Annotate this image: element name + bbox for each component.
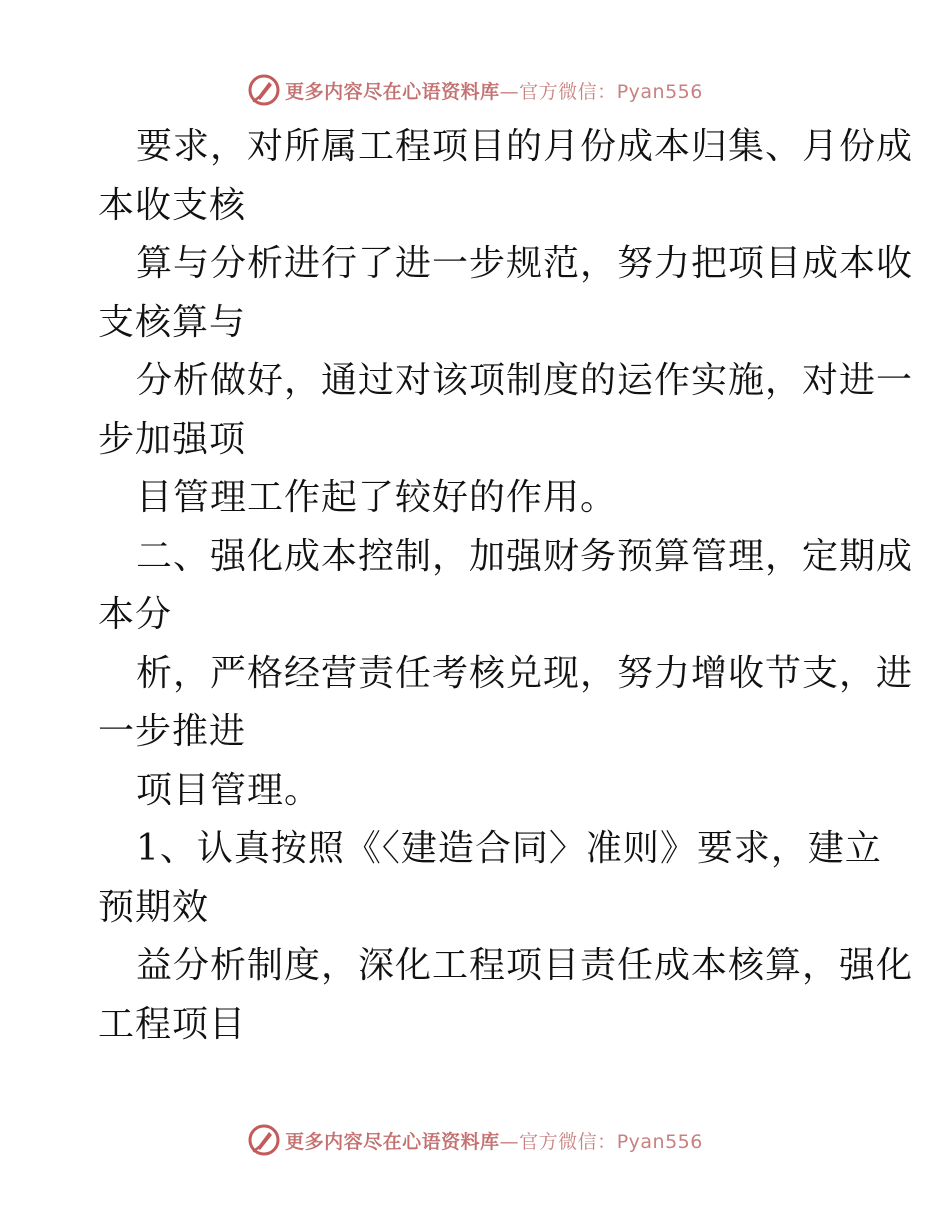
body-line: 本收支核 <box>98 184 247 226</box>
watermark-text <box>285 1127 703 1154</box>
body-line: 步加强项 <box>98 418 247 460</box>
body-line: 支核算与 <box>98 301 247 343</box>
body-line: 益分析制度，深化工程项目责任成本核算，强化 <box>136 945 914 986</box>
body-line: 二、强化成本控制，加强财务预算管理，定期成 <box>136 535 914 577</box>
body-line: 要求，对所属工程项目的月份成本归集、月份成 <box>136 126 914 167</box>
body-line: 目管理工作起了较好的作用。 <box>136 477 618 518</box>
body-line: 算与分析进行了进一步规范，努力把项目成本收 <box>136 243 914 284</box>
watermark-site: 更多内容尽在心语资料库 <box>285 80 500 103</box>
body-line: 预期效 <box>98 886 210 928</box>
body-line: 1、认真按照《〈建造合同〉准则》要求，建立 <box>136 828 882 869</box>
watermark-text <box>285 77 703 104</box>
watermark-label: 官方微信： <box>519 80 617 103</box>
body-line: 工程项目 <box>98 1003 247 1045</box>
body-line: 分析做好，通过对该项制度的运作实施，对进一 <box>136 360 914 401</box>
quill-logo-icon <box>247 1123 281 1157</box>
header-watermark <box>0 70 950 110</box>
body-line: 项目管理。 <box>136 769 322 811</box>
watermark-dash: — <box>499 80 520 103</box>
quill-logo-icon <box>247 73 281 107</box>
body-line: 析，严格经营责任考核兑现，努力增收节支，进 <box>136 652 914 694</box>
watermark-dash: — <box>499 1130 520 1153</box>
watermark-handle: Pyan556 <box>616 80 703 103</box>
footer-watermark <box>0 1120 950 1160</box>
body-line: 本分 <box>98 594 173 635</box>
watermark-site: 更多内容尽在心语资料库 <box>285 1130 500 1153</box>
watermark-label: 官方微信： <box>519 1130 617 1153</box>
body-line: 一步推进 <box>98 711 247 752</box>
watermark-handle: Pyan556 <box>616 1130 703 1153</box>
document-body <box>98 118 914 1054</box>
